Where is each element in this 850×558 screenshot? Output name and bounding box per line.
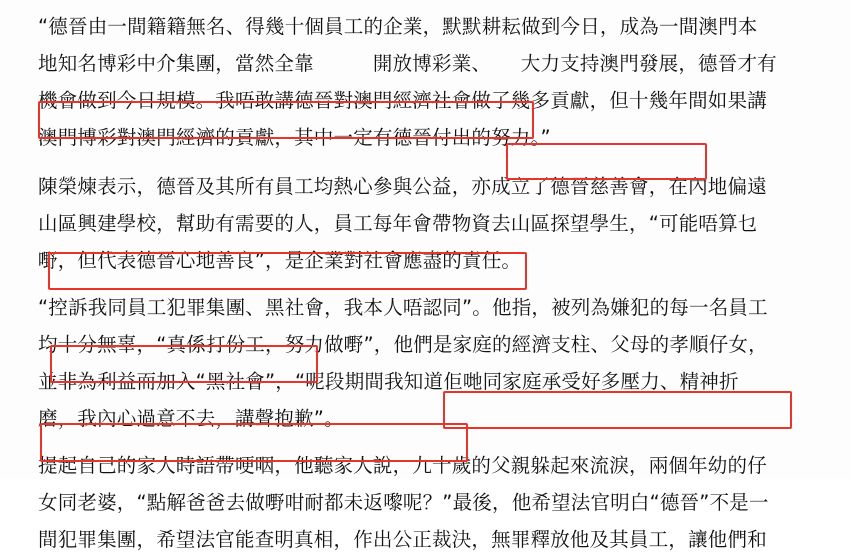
paragraph-4-line-3: 間犯罪集團，希望法官能查明真相，作出公正裁決，無罪釋放他及其員工，讓他們和 <box>38 528 767 551</box>
paragraph-1-line-4: 澳門博彩對澳門經濟的貢獻，其中一定有德晉付出的努力。” <box>38 126 551 149</box>
paragraph-3-line-3: 並非為利益而加入“黑社會”，“呢段期間我知道佢哋同家庭承受好多壓力、精神折 <box>38 370 739 393</box>
paragraph-3-line-1: “控訴我同員工犯罪集團、黑社會，我本人唔認同”。他指，被列為嫌犯的每一名員工 <box>38 296 768 319</box>
paragraph-1-line-3: 機會做到今日規模。我唔敢講德晉對澳門經濟社會做了幾多貢獻，但十幾年間如果講 <box>38 89 767 112</box>
paragraph-3-line-2: 均十分無辜，“真係打份工，努力做嘢”，他們是家庭的經濟支柱、父母的孝順仔女， <box>38 333 768 356</box>
paragraph-3-line-4: 磨，我內心過意不去，講聲抱歉”。 <box>38 407 344 430</box>
paragraph-2-line-2: 山區興建學校，幫助有需要的人，員工每年會帶物資去山區探望學生，“可能唔算乜 <box>38 212 758 235</box>
paragraph-2-line-3: 嘢，但代表德晉心地善良”，是企業對社會應盡的責任。 <box>38 249 522 272</box>
paragraph-4-line-2: 女同老婆，“點解爸爸去做嘢咁耐都未返嚟呢？”最後，他希望法官明白“德晉”不是一 <box>38 491 769 514</box>
paragraph-1 <box>38 8 828 156</box>
article-body <box>38 8 828 551</box>
paragraph-3 <box>38 289 828 437</box>
paragraph-1-line-1: “德晉由一間籍籍無名、得幾十個員工的企業，默默耕耘做到今日，成為一間澳門本 <box>38 15 758 38</box>
paragraph-4-line-1: 提起自己的家人時語帶哽咽，他聽家人說，九十歲的父親躲起來流淚，兩個年幼的仔 <box>38 454 767 477</box>
paragraph-2 <box>38 168 828 279</box>
paragraph-1-line-2: 地知名博彩中介集團，當然全靠 開放博彩業、 大力支持澳門發展，德晉才有 <box>38 52 777 75</box>
paragraph-2-line-1: 陳榮煉表示，德晉及其所有員工均熱心參與公益，亦成立了德晉慈善會，在內地偏遠 <box>38 175 767 198</box>
paragraph-4 <box>38 447 828 558</box>
